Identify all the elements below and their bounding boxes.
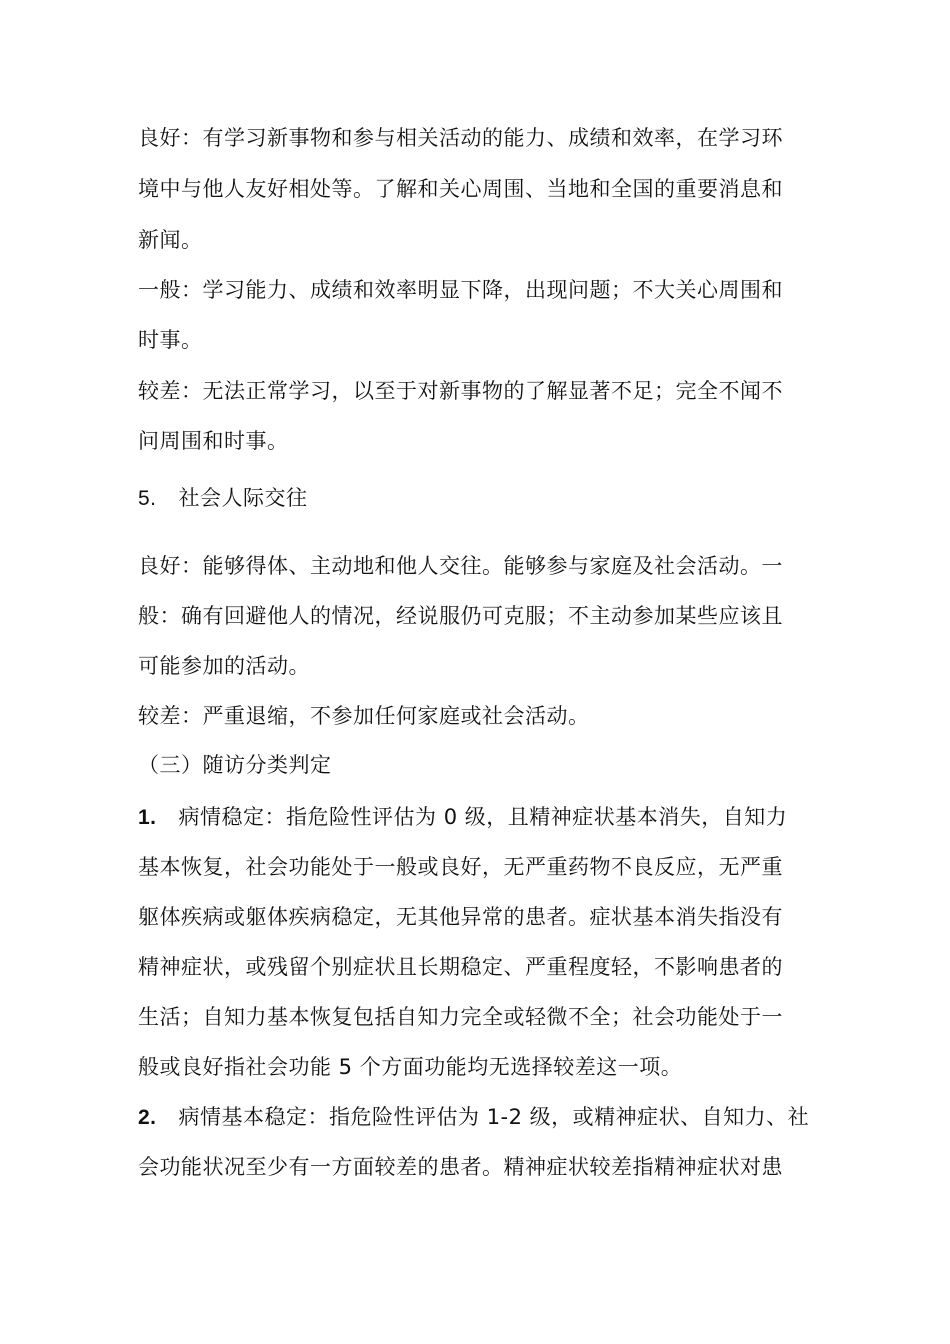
paragraph-line: 会功能状况至少有一方面较差的患者。精神症状较差指精神症状对患 (138, 1155, 783, 1179)
paragraph-line: 良好：能够得体、主动地和他人交往。能够参与家庭及社会活动。一 (138, 554, 783, 578)
paragraph-line: 问周围和时事。 (138, 429, 289, 453)
section-heading (138, 484, 308, 513)
list-item-text: 病情基本稳定：指危险性评估为 1-2 级，或精神症状、自知力、社 (178, 1105, 810, 1129)
list-item-first-line (138, 803, 787, 832)
paragraph-line: 时事。 (138, 328, 203, 352)
paragraph-line: 基本恢复，社会功能处于一般或良好，无严重药物不良反应，无严重 (138, 855, 783, 879)
section-number: 5. (138, 487, 157, 510)
list-item-text: 病情稳定：指危险性评估为 0 级，且精神症状基本消失，自知力 (178, 805, 788, 829)
paragraph-line: 较差：严重退缩，不参加任何家庭或社会活动。 (138, 704, 590, 728)
paragraph-line: 般：确有回避他人的情况，经说服仍可克服；不主动参加某些应该且 (138, 604, 783, 628)
list-item-number: 1. (138, 806, 157, 829)
part-heading: （三）随访分类判定 (138, 753, 332, 777)
paragraph-line: 可能参加的活动。 (138, 654, 310, 678)
section-title: 社会人际交往 (178, 486, 308, 510)
paragraph-line: 精神症状，或残留个别症状且长期稳定、严重程度轻，不影响患者的 (138, 955, 783, 979)
paragraph-line: 良好：有学习新事物和参与相关活动的能力、成绩和效率，在学习环 (138, 126, 783, 150)
paragraph-line: 新闻。 (138, 228, 203, 252)
list-item-number: 2. (138, 1106, 157, 1129)
paragraph-line: 较差：无法正常学习，以至于对新事物的了解显著不足；完全不闻不 (138, 379, 783, 403)
paragraph-line: 躯体疾病或躯体疾病稳定，无其他异常的患者。症状基本消失指没有 (138, 905, 783, 929)
paragraph-line: 般或良好指社会功能 5 个方面功能均无选择较差这一项。 (138, 1055, 683, 1079)
paragraph-line: 生活；自知力基本恢复包括自知力完全或轻微不全；社会功能处于一 (138, 1005, 783, 1029)
paragraph-line: 一般：学习能力、成绩和效率明显下降，出现问题；不大关心周围和 (138, 278, 783, 302)
list-item-first-line (138, 1103, 809, 1132)
paragraph-line: 境中与他人友好相处等。了解和关心周围、当地和全国的重要消息和 (138, 177, 783, 201)
